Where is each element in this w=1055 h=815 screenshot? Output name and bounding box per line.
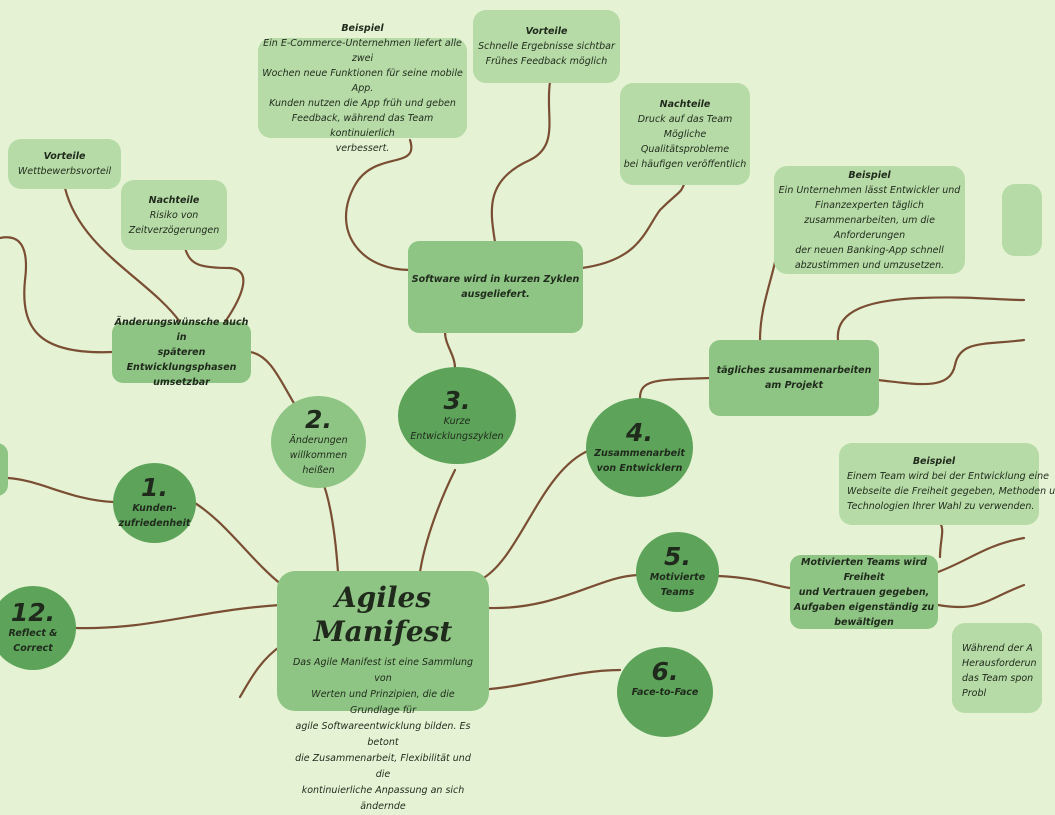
principle-node-6[interactable]: 6. Face-to-Face (617, 647, 713, 737)
principle-number: 2. (305, 404, 332, 434)
principle-number: 5. (664, 542, 691, 571)
principle-node-12[interactable]: 12. Reflect & Correct (0, 586, 76, 670)
central-title: Agiles Manifest (313, 581, 453, 648)
detail-title: Beispiel (848, 169, 891, 181)
central-description: Das Agile Manifest ist eine Sammlung von Werten und Prinzipien, die die Grundlage für agile Softwareentwicklung bilden. Es betont die Zusammenarbeit, Flexibilität und die kontinuierliche Anpassung an sich ändernde (292, 657, 474, 812)
principle-number: 12. (10, 598, 56, 627)
principle-node-2[interactable]: 2. Änderungen willkommen heißen (271, 396, 366, 488)
detail-node-beispiel-motivierte-teams[interactable]: Beispiel Einem Team wird bei der Entwicklung eine Webseite die Freiheit gegeben, Methoden u Technologien Ihrer Wahl zu verwenden. (839, 443, 1039, 525)
partial-node-left[interactable] (0, 443, 8, 496)
principle-number: 6. (651, 657, 679, 686)
detail-title: Nachteile (659, 98, 711, 110)
detail-title: Vorteile (43, 151, 86, 162)
topic-node-kurze-zyklen[interactable]: Software wird in kurzen Zyklen ausgeliefert. (408, 241, 583, 333)
partial-node-right-bottom[interactable]: Während der A Herausforderun das Team spon Probl (952, 623, 1042, 713)
partial-node-right-top[interactable] (1002, 184, 1042, 256)
detail-title: Nachteile (148, 194, 200, 206)
detail-node-vorteile-aenderungen[interactable]: Vorteile Wettbewerbsvorteil (8, 139, 121, 189)
detail-node-beispiel-zusammenarbeit[interactable]: Beispiel Ein Unternehmen lässt Entwickler und Finanzexperten täglich zusammenarbeiten, um die Anforderungen der neuen Banking-App schnell abzustimmen und umzusetzen. (774, 166, 965, 274)
detail-node-vorteile-zyklen[interactable]: Vorteile Schnelle Ergebnisse sichtbar Frühes Feedback möglich (473, 10, 620, 83)
central-node-agiles-manifest[interactable] (277, 571, 489, 812)
detail-title: Vorteile (525, 26, 568, 37)
detail-title: Beispiel (341, 22, 384, 34)
topic-node-taegliches-zusammenarbeiten[interactable]: tägliches zusammenarbeiten am Projekt (709, 340, 879, 416)
principle-number: 1. (141, 473, 168, 502)
detail-node-nachteile-aenderungen[interactable]: Nachteile Risiko von Zeitverzögerungen (121, 180, 227, 250)
detail-title: Beispiel (912, 456, 956, 467)
principle-number: 4. (626, 417, 653, 447)
topic-node-aenderungswuensche[interactable]: Änderungswünsche auch in späteren Entwicklungsphasen umsetzbar (112, 322, 251, 383)
principle-node-4[interactable]: 4. Zusammenarbeit von Entwicklern (586, 398, 693, 497)
principle-node-3[interactable]: 3. Kurze Entwicklungszyklen (398, 367, 516, 464)
principle-node-1[interactable]: 1. Kunden- zufriedenheit (113, 463, 196, 543)
principle-number: 3. (443, 385, 471, 415)
topic-node-motivierte-teams[interactable]: Motivierten Teams wird Freiheit und Vertrauen gegeben, Aufgaben eigenständig zu bewältigen (790, 555, 938, 629)
detail-node-nachteile-zyklen[interactable]: Nachteile Druck auf das Team Mögliche Qualitätsprobleme bei häufigen veröffentlich (620, 83, 750, 185)
detail-node-beispiel-zyklen[interactable]: Beispiel Ein E-Commerce-Unternehmen liefert alle zwei Wochen neue Funktionen für seine mobile App. Kunden nutzen die App früh und geben Feedback, während das Team kontinuierlich verbessert. (258, 38, 467, 138)
principle-node-5[interactable]: 5. Motivierte Teams (636, 532, 719, 612)
